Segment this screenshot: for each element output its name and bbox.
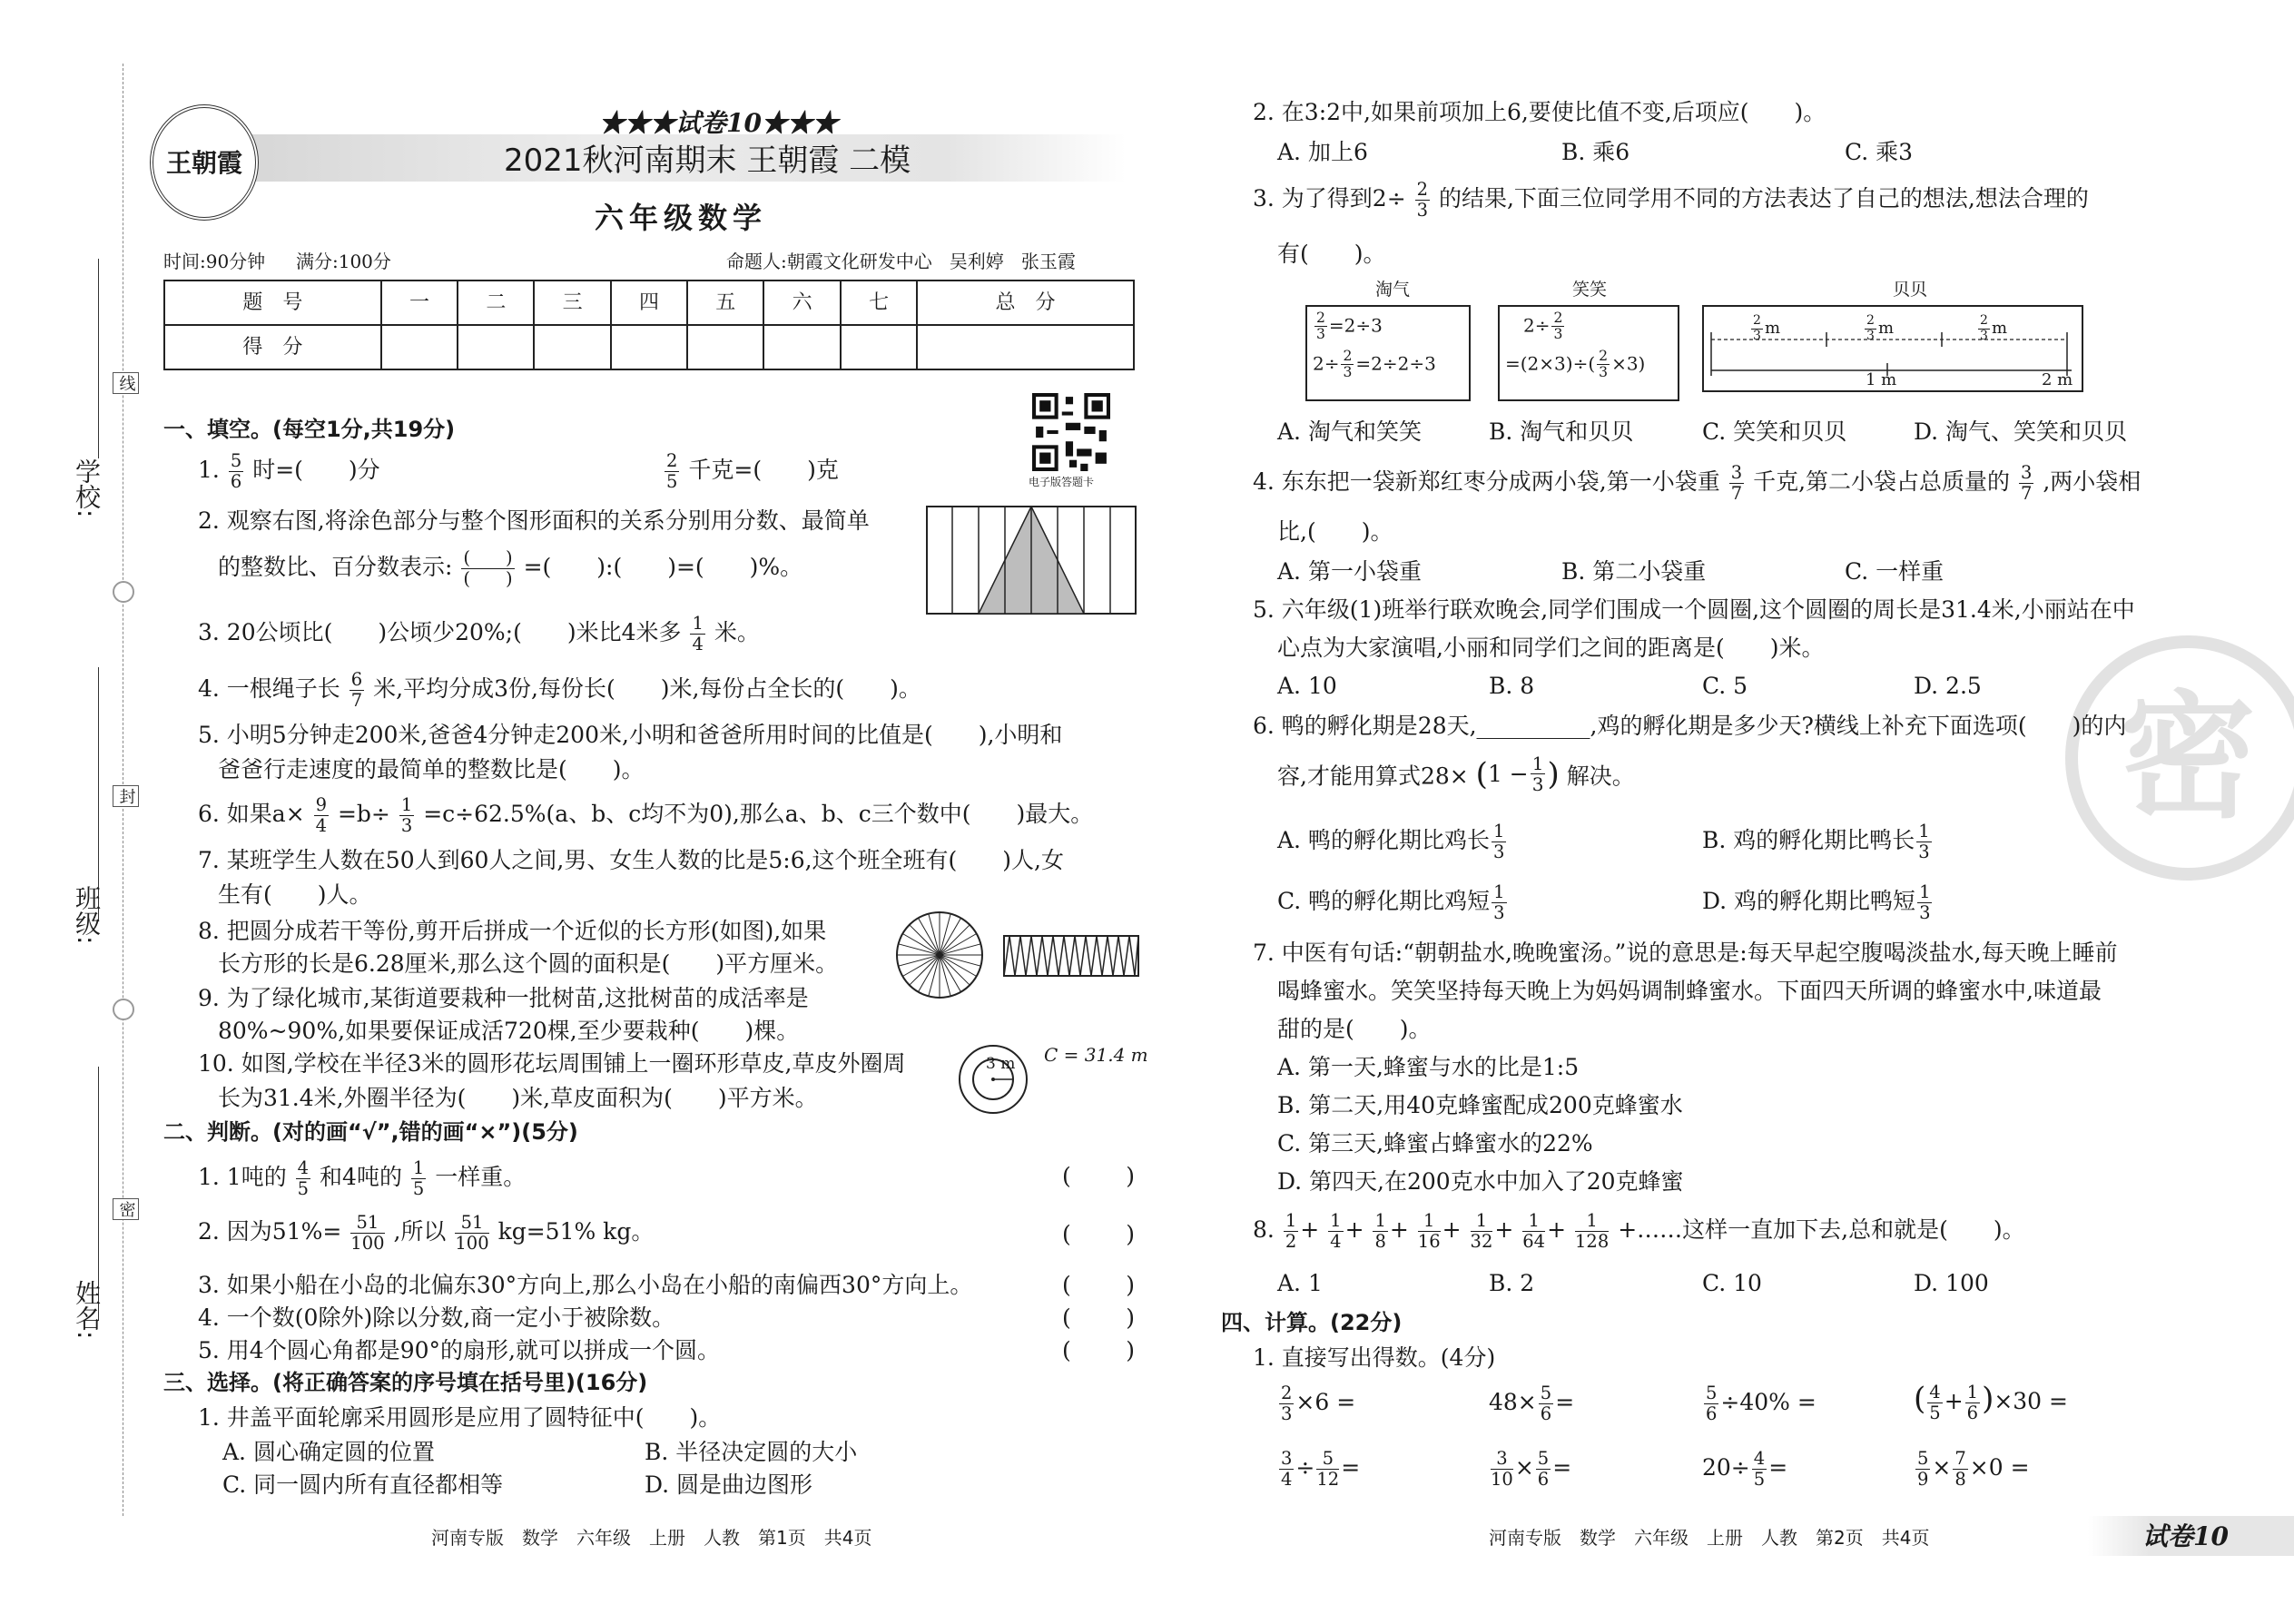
qr-caption: 电子版答题卡 [1029,476,1095,488]
s3-q5-option[interactable]: B. 8 [1489,673,1535,699]
flower-icon [113,581,134,603]
right-page [1171,0,2294,1624]
s3-q5-line2: 心点为大家演唱,小丽和同学们之间的距离是( )米。 [1277,635,1825,661]
judge-parens-1[interactable]: ( ) [1062,1163,1135,1189]
fraction: $\frac{2}{3}$ [1753,313,1761,343]
s3-q5-line1: 5. 六年级(1)班举行联欢晚会,同学们围成一个圆圈,这个圆圈的周长是31.4米,小丽站在中 [1253,596,2135,623]
bb-1m-label: 1 m [1866,370,1897,389]
calc-item: $\frac{2}{3}$ ×6 = [1281,1383,1356,1424]
s3-q7-option[interactable]: D. 第四天,在200克水中加入了20克蜂蜜 [1277,1168,1684,1195]
s1-q8-line2: 长方形的长是6.28厘米,那么这个圆的面积是( )平方厘米。 [218,950,839,977]
student-name-beibei: 贝贝 [1893,280,1928,300]
student-name-xiaoxiao: 笑笑 [1572,280,1608,300]
s3-q7-line1: 7. 中医有句话:“朝朝盐水,晚晚蜜汤。”说的意思是:每天早起空腹喝淡盐水,每天晚上睡前 [1253,940,2118,966]
s3-q1-option[interactable]: B. 半径决定圆的大小 [645,1439,858,1465]
s3-q6-option[interactable]: B. 鸡的孵化期比鸭长 $\frac{1}{3}$ [1702,821,1930,862]
score-input[interactable] [458,325,534,369]
student-name-taoqi: 淘气 [1375,280,1411,300]
fraction: $\frac{5}{6}$ [230,450,242,492]
bb-seg-1: $\frac{2}{3}$ m [1753,313,1781,343]
s3-q5-option[interactable]: D. 2.5 [1914,673,1982,699]
margin-rule-class [98,667,99,921]
fraction: $\frac{2}{3}$ [1316,310,1325,343]
calc-item: 48× $\frac{5}{6}$ = [1489,1383,1575,1424]
score-cell: 总 分 [917,281,1134,325]
bb-seg-2: $\frac{2}{3}$ m [1866,313,1895,343]
fraction: $\frac{2}{3}$ [1281,1383,1293,1424]
s3-q8-option[interactable]: A. 1 [1277,1270,1323,1296]
fraction: $\frac{2}{3}$ [1553,310,1563,343]
judge-parens-4[interactable]: ( ) [1062,1304,1135,1331]
s3-q7-option[interactable]: B. 第二天,用40克蜂蜜配成200克蜂蜜水 [1277,1092,1683,1118]
score-cell: 六 [763,281,840,325]
s3-q4-option[interactable]: C. 一样重 [1845,558,1944,585]
s3-q8-option[interactable]: B. 2 [1489,1270,1535,1296]
fraction: $\frac{4}{5}$ [297,1157,310,1199]
fraction: $\frac{1}{8}$ [1374,1210,1386,1252]
xiaoxiao-card [1498,305,1679,401]
s1-q8-line1: 8. 把圆分成若干等份,剪开后拼成一个近似的长方形(如图),如果 [198,918,827,944]
section1-title: 一、填空。(每空1分,共19分) [163,417,456,442]
s1-q9-line1: 9. 为了绿化城市,某街道要栽种一批树苗,这批树苗的成活率是 [198,985,809,1011]
s1-q7-line2: 生有( )人。 [218,881,372,908]
time-info: 时间:90分钟 [163,251,266,272]
secret-mark: 密 [113,1198,139,1220]
judge-parens-2[interactable]: ( ) [1062,1221,1135,1247]
taoqi-card [1305,305,1471,401]
xiaoxiao-line-1: 2÷ $\frac{2}{3}$ [1523,310,1563,343]
s3-q5-option[interactable]: C. 5 [1702,673,1748,699]
shaded-triangle-figure [926,506,1137,615]
full-score-info: 满分:100分 [296,251,391,272]
school-label: 学校: [72,458,102,518]
s3-q4-option[interactable]: B. 第二小袋重 [1561,558,1707,585]
s3-q4: 4. 东东把一袋新郑红枣分成两小袋,第一小袋重 $\frac{3}{7}$ 千克,第二小袋占总质量的 $\frac{3}{7}$ ,两小袋相 [1253,462,2141,504]
score-cell: 五 [687,281,763,325]
s3-q3-option[interactable]: D. 淘气、笑笑和贝贝 [1914,418,2128,445]
section4-title: 四、计算。(22分) [1221,1310,1403,1335]
taoqi-line-1: $\frac{2}{3}$ =2÷3 [1316,310,1383,343]
s1-q10-line2: 长为31.4米,外圈半径为( )米,草皮面积为( )平方米。 [218,1085,818,1111]
fraction: $\frac{7}{8}$ [1954,1448,1966,1490]
s3-q2: 2. 在3:2中,如果前项加上6,要使比值不变,后项应( )。 [1253,99,1826,125]
bb-2m-label: 2 m [2042,370,2073,389]
judge-parens-3[interactable]: ( ) [1062,1272,1135,1298]
fraction: $\frac{1}{32}$ [1470,1210,1493,1252]
s3-q4-option[interactable]: A. 第一小袋重 [1277,558,1422,585]
beibei-card [1702,305,2083,392]
taoqi-line-2: 2÷ $\frac{2}{3}$ =2÷2÷3 [1313,347,1436,381]
secret-seal-watermark: 密 [2065,635,2294,881]
s3-q2-option[interactable]: C. 乘3 [1845,139,1914,165]
author-info: 命题人:朝霞文化研发中心 吴利婷 张玉霞 [726,251,1076,272]
s1-q1b: $\frac{2}{5}$ 千克=( )克 [666,450,839,492]
score-value-row [164,325,1134,369]
s3-q6-line1: 6. 鸭的孵化期是28天,__________,鸡的孵化期是多少天?横线上补充下面选项( )的内 [1253,713,2127,739]
score-cell: 题 号 [164,281,381,325]
fraction: $\frac{5}{6}$ [1540,1383,1552,1424]
fraction: $\frac{( )}{( )}$ [463,547,513,589]
s3-q2-option[interactable]: A. 加上6 [1277,139,1368,165]
s3-q6-option[interactable]: C. 鸭的孵化期比鸡短 $\frac{1}{3}$ [1277,881,1505,923]
judge-parens-5[interactable]: ( ) [1062,1337,1135,1363]
fraction: $\frac{2}{3}$ [1343,347,1353,381]
s1-q2-line1: 2. 观察右图,将涂色部分与整个图形面积的关系分别用分数、最简单 [198,507,870,534]
approx-rectangle-figure [1003,935,1139,977]
line-mark: 线 [113,372,139,394]
name-label: 姓名: [72,1280,102,1340]
s1-q10-line1: 10. 如图,学校在半径3米的圆形花坛周围铺上一圈环形草皮,草皮外圈周 [198,1050,906,1077]
footer-right: 河南专版 数学 六年级 上册 人教 第2页 共4页 [1489,1527,1930,1549]
exam-title: 2021秋河南期末 王朝霞 二模 [504,143,911,179]
fraction: $\frac{2}{3}$ [1980,313,1988,343]
fraction: $\frac{2}{5}$ [666,450,678,492]
fraction: $\frac{1}{3}$ [1493,881,1505,923]
s3-q7-option[interactable]: C. 第三天,蜂蜜占蜂蜜水的22% [1277,1130,1593,1156]
score-input[interactable] [841,325,917,369]
margin-rule-school [98,259,99,458]
flower-icon [113,999,134,1020]
score-cell: 四 [611,281,687,325]
section3-title: 三、选择。(将正确答案的序号填在括号里)(16分) [163,1370,648,1395]
fraction: $\frac{1}{64}$ [1522,1210,1546,1252]
s2-q1: 1. 1吨的 $\frac{4}{5}$ 和4吨的 $\frac{1}{5}$ 一样重。 [198,1157,527,1199]
bracket-expression: ( 1 − $\frac{1}{3}$ ) [1475,753,1560,796]
bb-seg-3: $\frac{2}{3}$ m [1980,313,2008,343]
s1-q9-line2: 80%~90%,如果要保证成活720棵,至少要栽种( )棵。 [218,1018,800,1044]
s3-q6-line2: 容,才能用算式28× ( 1 − $\frac{1}{3}$ ) 解决。 [1277,753,1635,796]
s1-q5-line2: 爸爸行走速度的最简单的整数比是( )。 [218,756,645,782]
qr-code-icon[interactable] [1032,393,1110,471]
fraction: $\frac{5}{6}$ [1537,1448,1550,1490]
fraction: $\frac{1}{128}$ [1575,1210,1610,1252]
s3-q6-option[interactable]: D. 鸡的孵化期比鸭短 $\frac{1}{3}$ [1702,881,1931,923]
fraction: $\frac{1}{3}$ [400,794,413,836]
fraction: $\frac{51}{100}$ [455,1212,489,1254]
s2-q2: 2. 因为51%= $\frac{51}{100}$ ,所以 $\frac{51}{100}$ kg=51% kg。 [198,1212,655,1254]
fraction: $\frac{3}{10}$ [1491,1448,1513,1490]
fraction: $\frac{2}{3}$ [1416,179,1429,221]
fraction: $\frac{5}{12}$ [1316,1448,1340,1490]
calc-item: $\frac{3}{10}$ × $\frac{5}{6}$ = [1491,1448,1572,1490]
section2-title: 二、判断。(对的画“√”,错的画“×”)(5分) [163,1119,578,1145]
fraction: $\frac{4}{5}$ [1753,1448,1766,1490]
fraction: $\frac{5}{9}$ [1917,1448,1929,1490]
s3-q1-option[interactable]: D. 圆是曲边图形 [645,1471,813,1498]
score-input[interactable] [611,325,687,369]
s1-q5-line1: 5. 小明5分钟走200米,爸爸4分钟走200米,小明和爸爸所用时间的比值是( ),小明和 [198,722,1063,748]
fraction: $\frac{1}{3}$ [1531,753,1544,796]
fraction: $\frac{1}{4}$ [1330,1210,1342,1252]
fraction: $\frac{4}{5}$ [1929,1382,1941,1423]
s3-q3-option[interactable]: B. 淘气和贝贝 [1489,418,1634,445]
fraction: $\frac{1}{3}$ [1919,881,1931,923]
calc-item: $\frac{3}{4}$ ÷ $\frac{5}{12}$ = [1281,1448,1361,1490]
fraction: $\frac{1}{6}$ [1966,1382,1979,1423]
s2-q4: 4. 一个数(0除外)除以分数,商一定小于被除数。 [198,1304,675,1331]
score-input[interactable] [763,325,840,369]
score-cell: 七 [841,281,917,325]
calc-item: $\frac{5}{9}$ × $\frac{7}{8}$ ×0 = [1917,1448,2030,1490]
s1-q6: 6. 如果a× $\frac{9}{4}$ =b÷ $\frac{1}{3}$ =c÷62.5%(a、b、c均不为0),那么a、b、c三个数中( )最大。 [198,794,1094,836]
s3-q4-line2: 比,( )。 [1277,518,1393,545]
s2-q5: 5. 用4个圆心角都是90°的扇形,就可以拼成一个圆。 [198,1337,720,1363]
s3-q7-line3: 甜的是( )。 [1277,1016,1432,1042]
class-label: 班级: [72,885,102,945]
score-cell: 得 分 [164,325,381,369]
s3-q7-option[interactable]: A. 第一天,蜂蜜与水的比是1:5 [1277,1054,1580,1080]
score-table [163,280,1135,370]
fraction: $\frac{1}{3}$ [1492,821,1505,862]
footer-left: 河南专版 数学 六年级 上册 人教 第1页 共4页 [431,1527,872,1549]
s4-q1: 1. 直接写出得数。(4分) [1253,1344,1496,1371]
score-input[interactable] [381,325,458,369]
calc-item: $\frac{5}{6}$ ÷40% = [1706,1383,1816,1424]
fraction: $\frac{2}{3}$ [1599,347,1609,381]
paper-badge: ★★★试卷10★★★ [599,108,838,138]
score-header-row [164,281,1134,325]
fraction: $\frac{3}{7}$ [1730,462,1743,504]
fraction: $\frac{1}{5}$ [412,1157,425,1199]
fraction: $\frac{9}{4}$ [315,794,328,836]
score-cell: 三 [534,281,610,325]
paper-tag: 试卷10 [2088,1516,2294,1556]
s3-q7-line2: 喝蜂蜜水。笑笑坚持每天晚上为妈妈调制蜂蜜水。下面四天所调的蜂蜜水中,味道最 [1277,978,2102,1004]
fraction: $\frac{5}{6}$ [1706,1383,1718,1424]
xiaoxiao-line-2: =(2×3)÷( $\frac{2}{3}$ ×3) [1505,347,1646,381]
fraction: $\frac{6}{7}$ [350,669,363,711]
subject-title: 六年级数学 [595,201,768,235]
fraction: $\frac{1}{16}$ [1417,1210,1441,1252]
calc-item: 20÷ $\frac{4}{5}$ = [1702,1448,1788,1490]
s2-q3: 3. 如果小船在小岛的北偏东30°方向上,那么小岛在小船的南偏西30°方向上。 [198,1272,973,1298]
s1-q1a: 1. $\frac{5}{6}$ 时=( )分 [198,450,380,492]
seal-mark: 封 [113,785,139,807]
s3-q1-option[interactable]: C. 同一圆内所有直径都相等 [222,1471,504,1498]
s3-q8-option[interactable]: D. 100 [1914,1270,1989,1296]
score-input[interactable] [917,325,1134,369]
s3-q3-option[interactable]: C. 笑笑和贝贝 [1702,418,1847,445]
s3-q2-option[interactable]: B. 乘6 [1561,139,1630,165]
s3-q3-option[interactable]: A. 淘气和笑笑 [1277,418,1422,445]
fraction: $\frac{1}{2}$ [1285,1210,1297,1252]
s3-q5-option[interactable]: A. 10 [1277,673,1337,699]
s1-q3: 3. 20公顷比( )公顷少20%;( )米比4米多 $\frac{1}{4}$ 米。 [198,613,760,655]
score-input[interactable] [534,325,610,369]
s3-q1: 1. 井盖平面轮廓采用圆形是应用了圆特征中( )。 [198,1404,722,1431]
score-cell: 一 [381,281,458,325]
fraction: $\frac{1}{4}$ [692,613,704,655]
s3-q3: 3. 为了得到2÷ $\frac{2}{3}$ 的结果,下面三位同学用不同的方法表达了自己的想法,想法合理的 [1253,179,2089,221]
score-cell: 二 [458,281,534,325]
s1-q2-line2: 的整数比、百分数表示: $\frac{( )}{( )}$ =( ):( )=( )%。 [218,547,803,589]
s3-q8: 8. $\frac{1}{2}$ + $\frac{1}{4}$ + $\frac{1}{8}$ + $\frac{1}{16}$ + $\frac{1}{32}$ + $\frac{1}{64}$ + $\frac{1}{128}$ +……这样一直加下去,总和就是( )。 [1253,1210,2025,1252]
s1-q7-line1: 7. 某班学生人数在50人到60人之间,男、女生人数的比是5:6,这个班全班有( )人,女 [198,847,1065,873]
ring-radius-label: 3 m [986,1055,1016,1073]
divided-circle-figure [894,910,985,1000]
fraction: $\frac{2}{3}$ [1866,313,1875,343]
s1-q4: 4. 一根绳子长 $\frac{6}{7}$ 米,平均分成3份,每份长( )米,每份占全长的( )。 [198,669,921,711]
s3-q8-option[interactable]: C. 10 [1702,1270,1762,1296]
calc-item: ( $\frac{4}{5}$ + $\frac{1}{6}$ )×30 = [1914,1381,2068,1423]
logo-icon [150,104,259,221]
logo-text: 王朝霞 [165,147,242,178]
score-input[interactable] [687,325,763,369]
ring-circumference-label: C = 31.4 m [1044,1044,1148,1066]
s3-q3-line2: 有( )。 [1277,241,1386,267]
fraction: $\frac{1}{3}$ [1918,821,1930,862]
s3-q6-option[interactable]: A. 鸭的孵化期比鸡长 $\frac{1}{3}$ [1277,821,1505,862]
s3-q1-option[interactable]: A. 圆心确定圆的位置 [222,1439,435,1465]
fraction: $\frac{51}{100}$ [350,1212,385,1254]
fraction: $\frac{3}{7}$ [2020,462,2033,504]
fraction: $\frac{3}{4}$ [1281,1448,1293,1490]
